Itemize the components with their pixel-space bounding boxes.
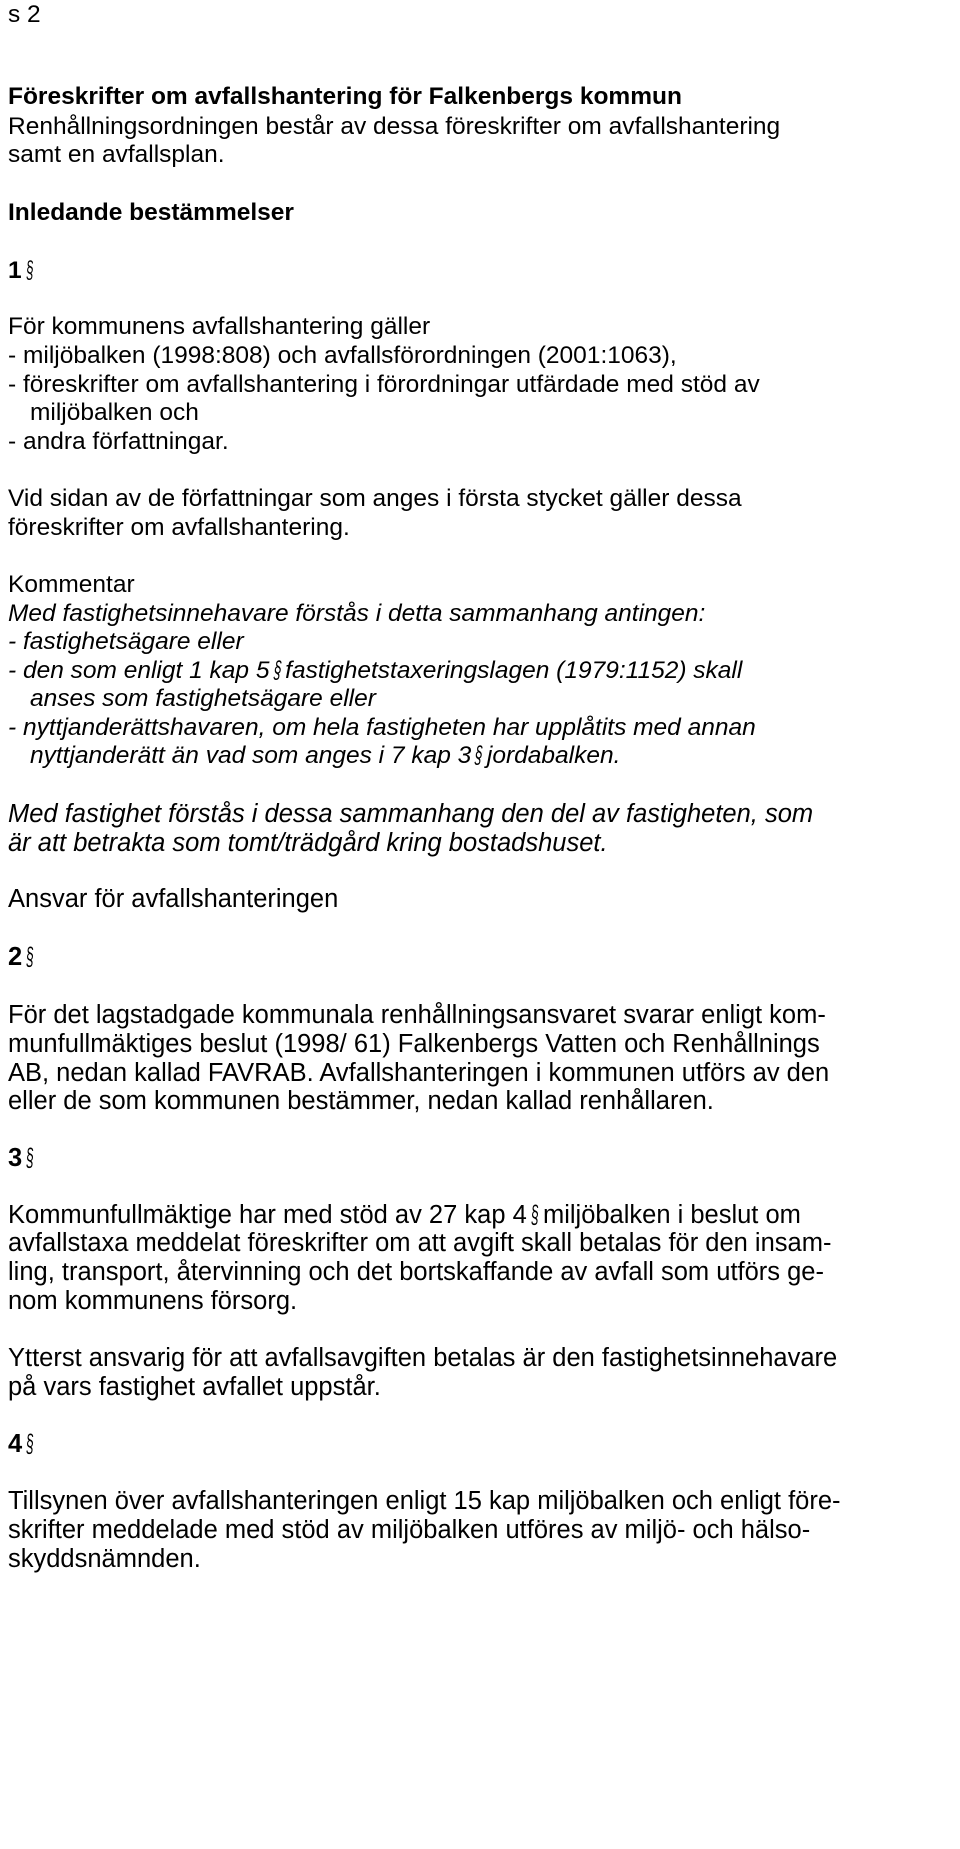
body-line: - föreskrifter om avfallshantering i förordningar utfärdade med stöd av: [8, 371, 760, 398]
body-line: skrifter meddelade med stöd av miljöbalken utföres av miljö- och hälso-: [8, 1516, 811, 1544]
paragraph-num: 2: [8, 943, 23, 971]
comment-line: [8, 656, 742, 686]
body-line: Tillsynen över avfallshanteringen enligt 15 kap miljöbalken och enligt före-: [8, 1487, 841, 1515]
comment-text: - den som enligt 1 kap 5: [8, 657, 270, 684]
body-line: på vars fastighet avfallet uppstår.: [8, 1373, 381, 1401]
comment-text: jordabalken.: [486, 742, 621, 769]
section-sign-icon: §: [25, 1430, 35, 1458]
section-sign-icon: §: [529, 1201, 540, 1229]
paragraph-num: 1: [8, 257, 22, 284]
body-line: miljöbalken och: [30, 399, 199, 426]
comment-line: Med fastighet förstås i dessa sammanhang den del av fastigheten, som: [8, 800, 814, 828]
paragraph-num: 4: [8, 1430, 23, 1458]
body-text: Kommunfullmäktige har med stöd av 27 kap 4: [8, 1201, 527, 1229]
body-line: skyddsnämnden.: [8, 1545, 201, 1573]
intro-line: Renhållningsordningen består av dessa föreskrifter om avfallshantering: [8, 113, 781, 140]
comment-line: - nyttjanderättshavaren, om hela fastigheten har upplåtits med annan: [8, 714, 756, 741]
comment-text: nyttjanderätt än vad som anges i 7 kap 3: [30, 742, 472, 769]
body-line: För det lagstadgade kommunala renhållningsansvaret svarar enligt kom-: [8, 1001, 826, 1029]
paragraph-number: [8, 942, 40, 972]
body-line: Ytterst ansvarig för att avfallsavgiften betalas är den fastighetsinnehavare: [8, 1344, 838, 1372]
comment-text: fastighetstaxeringslagen (1979:1152) skall: [285, 657, 743, 684]
section-heading: Inledande bestämmelser: [8, 199, 294, 226]
paragraph-number: [8, 1143, 40, 1173]
body-line: munfullmäktiges beslut (1998/ 61) Falkenbergs Vatten och Renhållnings: [8, 1030, 820, 1058]
section-sign-icon: §: [25, 1144, 35, 1172]
section-sign-icon: §: [24, 257, 34, 284]
body-line: ling, transport, återvinning och det bortskaffande av avfall som utförs ge-: [8, 1258, 824, 1286]
comment-heading: Kommentar: [8, 571, 135, 598]
body-line: nom kommunens försorg.: [8, 1287, 298, 1315]
body-line: AB, nedan kallad FAVRAB. Avfallshanteringen i kommunen utförs av den: [8, 1059, 830, 1087]
section-sign-icon: §: [474, 742, 484, 769]
body-line: - andra författningar.: [8, 428, 229, 455]
comment-line: Med fastighetsinnehavare förstås i detta sammanhang antingen:: [8, 600, 706, 627]
comment-line: - fastighetsägare eller: [8, 628, 244, 655]
section-heading: Ansvar för avfallshanteringen: [8, 885, 339, 913]
body-text: miljöbalken i beslut om: [542, 1201, 801, 1229]
body-line: avfallstaxa meddelat föreskrifter om att avgift skall betalas för den insam-: [8, 1229, 832, 1257]
body-line: [8, 1200, 801, 1230]
comment-line: anses som fastighetsägare eller: [30, 685, 376, 712]
comment-line: är att betrakta som tomt/trädgård kring bostadshuset.: [8, 829, 608, 857]
body-line: - miljöbalken (1998:808) och avfallsförordningen (2001:1063),: [8, 342, 677, 369]
comment-line: [30, 741, 620, 771]
page-label: s 2: [8, 1, 41, 28]
paragraph-num: 3: [8, 1144, 23, 1172]
document-title: Föreskrifter om avfallshantering för Falkenbergs kommun: [8, 83, 682, 110]
body-line: eller de som kommunen bestämmer, nedan kallad renhållaren.: [8, 1087, 714, 1115]
body-line: Vid sidan av de författningar som anges i första stycket gäller dessa: [8, 485, 742, 512]
body-line: föreskrifter om avfallshantering.: [8, 514, 350, 541]
paragraph-number: [8, 1429, 40, 1459]
intro-line: samt en avfallsplan.: [8, 141, 225, 168]
body-line: För kommunens avfallshantering gäller: [8, 313, 431, 340]
paragraph-number: [8, 256, 39, 286]
section-sign-icon: §: [272, 657, 282, 684]
section-sign-icon: §: [25, 943, 35, 971]
